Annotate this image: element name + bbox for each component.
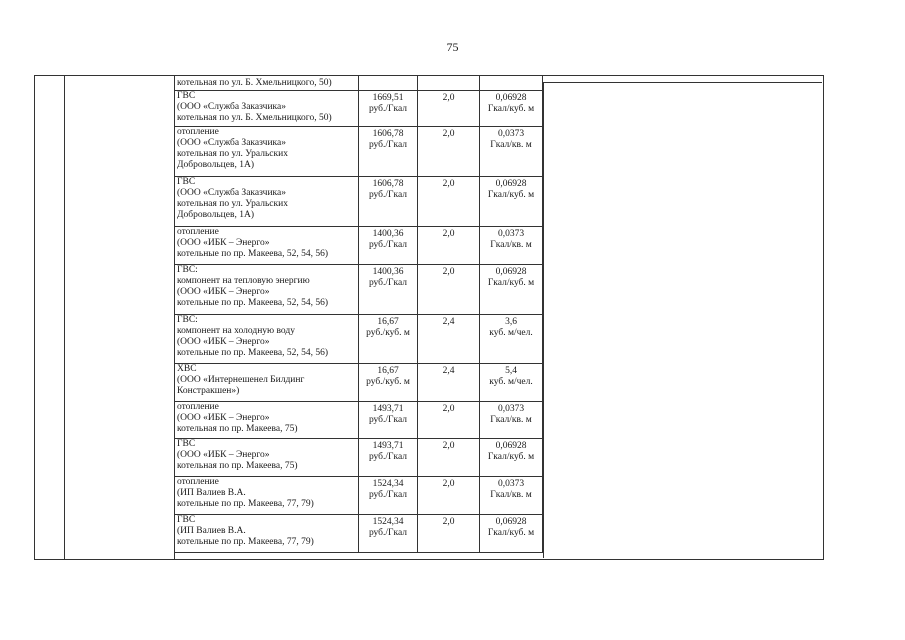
column-divider	[64, 75, 65, 559]
index-cell: 2,0	[417, 477, 479, 514]
description-cell: ГВС (ООО «ИБК – Энерго» котельная по пр. Макеева, 75)	[177, 439, 298, 471]
index-cell: 2,0	[417, 439, 479, 476]
index-cell: 2,0	[417, 402, 479, 438]
norm-cell: 0,06928 Гкал/куб. м	[479, 265, 543, 314]
norm-cell: 3,6 куб. м/чел.	[479, 315, 543, 363]
index-cell: 2,4	[417, 364, 479, 401]
index-cell: 2,0	[417, 227, 479, 264]
description-cell: ХВС (ООО «Интернешенел Билдинг Констракшен»)	[177, 364, 305, 396]
price-cell: 16,67 руб./куб. м	[358, 364, 417, 401]
index-cell: 2,0	[417, 515, 479, 552]
index-cell: 2,0	[417, 177, 479, 226]
description-cell: ГВС: компонент на холодную воду (ООО «ИБК – Энерго» котельные по пр. Макеева, 52, 54, 56)	[177, 315, 329, 358]
norm-cell: 0,06928 Гкал/куб. м	[479, 177, 543, 226]
price-cell	[358, 76, 417, 90]
norm-cell: 0,0373 Гкал/кв. м	[479, 402, 543, 438]
price-cell: 1400,36 руб./Гкал	[358, 227, 417, 264]
table-row-continued	[174, 76, 543, 91]
description-cell: котельная по ул. Б. Хмельницкого, 50)	[177, 78, 332, 88]
table-row	[174, 265, 543, 315]
norm-cell: 0,06928 Гкал/куб. м	[479, 91, 543, 126]
page-number: 75	[446, 40, 459, 54]
table-row	[174, 127, 543, 177]
description-cell: отопление (ООО «ИБК – Энерго» котельная по пр. Макеева, 75)	[177, 402, 298, 434]
table-row	[174, 91, 543, 127]
price-cell: 1400,36 руб./Гкал	[358, 265, 417, 314]
table-row	[174, 227, 543, 265]
norm-cell: 0,0373 Гкал/кв. м	[479, 477, 543, 514]
price-cell: 1669,51 руб./Гкал	[358, 91, 417, 126]
price-cell: 1524,34 руб./Гкал	[358, 515, 417, 552]
norm-cell: 5,4 куб. м/чел.	[479, 364, 543, 401]
price-cell: 1606,78 руб./Гкал	[358, 127, 417, 176]
index-cell: 2,4	[417, 315, 479, 363]
index-cell: 2,0	[417, 91, 479, 126]
table-row	[174, 402, 543, 439]
norm-cell: 0,06928 Гкал/куб. м	[479, 439, 543, 476]
price-cell: 1493,71 руб./Гкал	[358, 402, 417, 438]
table-row	[174, 315, 543, 364]
norm-cell: 0,0373 Гкал/кв. м	[479, 127, 543, 176]
table-row	[174, 177, 543, 227]
description-cell: ГВС (ИП Валиев В.А. котельные по пр. Макеева, 77, 79)	[177, 515, 314, 547]
price-cell: 16,67 руб./куб. м	[358, 315, 417, 363]
index-cell	[417, 76, 479, 90]
norm-cell: 0,0373 Гкал/кв. м	[479, 227, 543, 264]
table-row	[174, 515, 543, 553]
column-divider	[543, 82, 544, 558]
price-cell: 1493,71 руб./Гкал	[358, 439, 417, 476]
description-cell: ГВС (ООО «Служба Заказчика» котельная по ул. Уральских Добровольцев, 1А)	[177, 177, 288, 220]
price-cell: 1524,34 руб./Гкал	[358, 477, 417, 514]
index-cell: 2,0	[417, 265, 479, 314]
table-row	[174, 364, 543, 402]
table-row	[174, 439, 543, 477]
table-row	[174, 477, 543, 515]
price-cell: 1606,78 руб./Гкал	[358, 177, 417, 226]
row-divider	[543, 82, 822, 83]
norm-cell: 0,06928 Гкал/куб. м	[479, 515, 543, 552]
description-cell: отопление (ООО «ИБК – Энерго» котельные по пр. Макеева, 52, 54, 56)	[177, 227, 329, 259]
description-cell: ГВС (ООО «Служба Заказчика» котельная по ул. Б. Хмельницкого, 50)	[177, 91, 332, 123]
norm-cell	[479, 76, 543, 90]
description-cell: отопление (ООО «Служба Заказчика» котельная по ул. Уральских Добровольцев, 1А)	[177, 127, 288, 170]
description-cell: отопление (ИП Валиев В.А. котельные по пр. Макеева, 77, 79)	[177, 477, 314, 509]
description-cell: ГВС: компонент на тепловую энергию (ООО «ИБК – Энерго» котельные по пр. Макеева, 52, 54, 56)	[177, 265, 329, 308]
index-cell: 2,0	[417, 127, 479, 176]
